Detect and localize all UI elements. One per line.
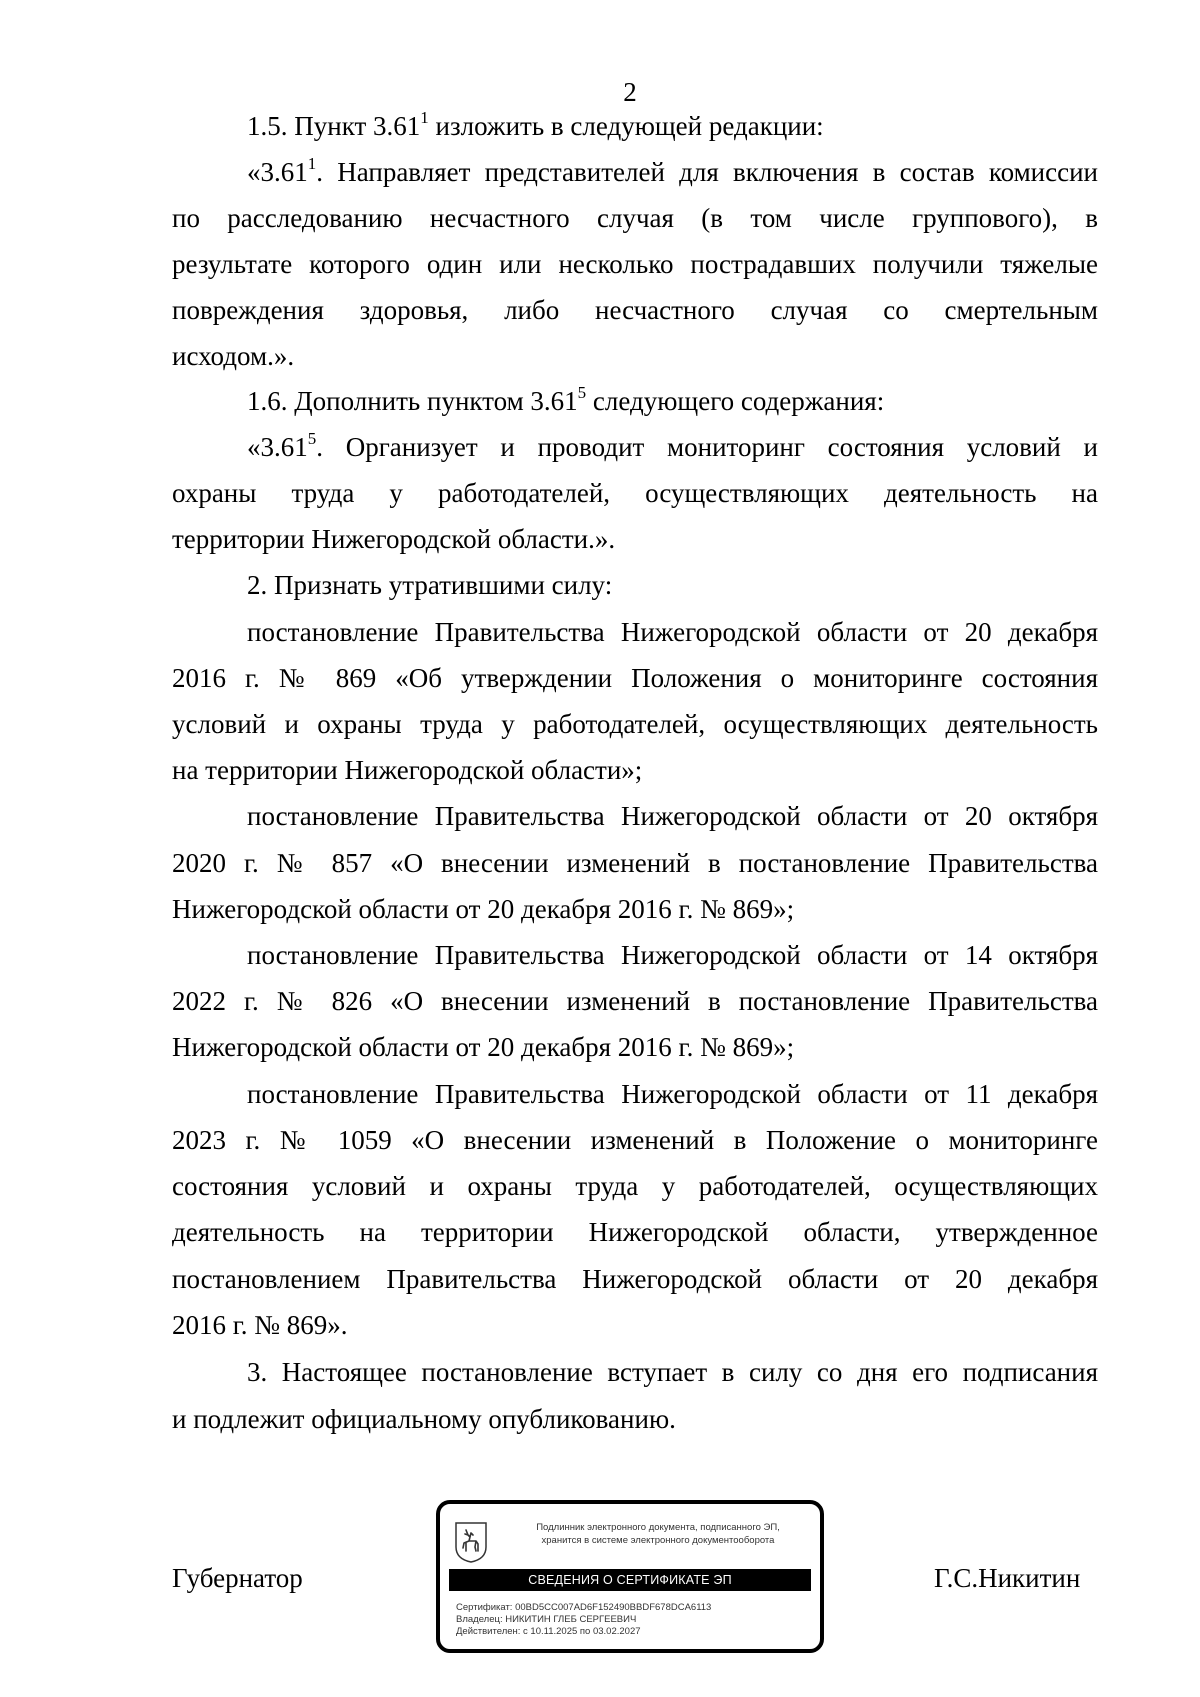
paragraph-line: 2016 г. № 869». — [172, 1310, 348, 1340]
stamp-validity: Действителен: с 10.11.2025 по 03.02.2027 — [456, 1626, 641, 1637]
text-fragment: 1.6. Дополнить пунктом 3.61 — [247, 386, 578, 416]
paragraph-line: состояния условий и охраны труда у работодателей, осуществляющих — [172, 1171, 1098, 1201]
paragraph-line: повреждения здоровья, либо несчастного случая со смертельным — [172, 295, 1098, 325]
paragraph-line: 2020 г. № 857 «О внесении изменений в постановление Правительства — [172, 848, 1098, 878]
paragraph-line: по расследованию несчастного случая (в том числе группового), в — [172, 203, 1098, 233]
paragraph-2-heading: 2. Признать утратившими силу: — [247, 570, 613, 600]
paragraph-line: Нижегородской области от 20 декабря 2016 г. № 869»; — [172, 894, 795, 924]
paragraph-line: постановление Правительства Нижегородской области от 11 декабря — [247, 1079, 1098, 1109]
paragraph-line: результате которого один или несколько пострадавших получили тяжелые — [172, 249, 1098, 279]
paragraph-line: 2022 г. № 826 «О внесении изменений в постановление Правительства — [172, 986, 1098, 1016]
paragraph-3-line: 3. Настоящее постановление вступает в силу со дня его подписания — [247, 1357, 1098, 1387]
paragraph-line: охраны труда у работодателей, осуществляющих деятельность на — [172, 478, 1098, 508]
signatory-name: Г.С.Никитин — [934, 1563, 1081, 1593]
paragraph-line — [247, 430, 1098, 464]
stamp-notice — [500, 1521, 816, 1547]
stamp-owner: Владелец: НИКИТИН ГЛЕБ СЕРГЕЕВИЧ — [456, 1614, 637, 1625]
paragraph-1-6-heading — [247, 384, 1098, 418]
text-fragment: следующего содержания: — [586, 386, 885, 416]
stamp-header: СВЕДЕНИЯ О СЕРТИФИКАТЕ ЭП — [449, 1569, 811, 1591]
stamp-notice-line: Подлинник электронного документа, подписанного ЭП, — [536, 1522, 780, 1533]
paragraph-line: деятельность на территории Нижегородской области, утвержденное — [172, 1217, 1098, 1247]
text-fragment: . Направляет представителей для включения в состав комиссии — [316, 157, 1098, 187]
paragraph-3-line: и подлежит официальному опубликованию. — [172, 1404, 676, 1434]
superscript: 1 — [307, 154, 317, 173]
nizhny-novgorod-deer-emblem-icon — [454, 1521, 488, 1563]
paragraph-line: территории Нижегородской области.». — [172, 524, 616, 554]
paragraph-line — [247, 155, 1098, 189]
text-fragment: . Организует и проводит мониторинг состояния условий и — [316, 432, 1098, 462]
stamp-certificate: Сертификат: 00BD5CC007AD6F152490BBDF678DCA6113 — [456, 1602, 712, 1613]
paragraph-line: Нижегородской области от 20 декабря 2016 г. № 869»; — [172, 1032, 795, 1062]
superscript: 5 — [307, 429, 317, 448]
paragraph-line: на территории Нижегородской области»; — [172, 755, 643, 785]
paragraph-line: условий и охраны труда у работодателей, осуществляющих деятельность — [172, 709, 1098, 739]
paragraph-line: постановление Правительства Нижегородской области от 20 октября — [247, 801, 1098, 831]
superscript: 1 — [420, 108, 429, 127]
paragraph-line: исходом.». — [172, 341, 295, 371]
paragraph-line: 2023 г. № 1059 «О внесении изменений в Положение о мониторинге — [172, 1125, 1098, 1155]
paragraph-line: 2016 г. № 869 «Об утверждении Положения о мониторинге состояния — [172, 663, 1098, 693]
signatory-position: Губернатор — [172, 1563, 303, 1593]
paragraph-line: постановление Правительства Нижегородской области от 14 октября — [247, 940, 1098, 970]
text-fragment: изложить в следующей редакции: — [428, 111, 824, 141]
text-fragment: «3.61 — [247, 432, 308, 462]
text-fragment: 1.5. Пункт 3.61 — [247, 111, 421, 141]
page-number: 2 — [623, 77, 637, 107]
stamp-notice-line: хранится в системе электронного документооборота — [541, 1535, 775, 1546]
superscript: 5 — [577, 383, 587, 402]
text-fragment: «3.61 — [247, 157, 308, 187]
paragraph-1-5-heading — [247, 109, 1098, 143]
electronic-signature-stamp — [436, 1500, 824, 1653]
paragraph-line: постановлением Правительства Нижегородской области от 20 декабря — [172, 1264, 1098, 1294]
paragraph-line: постановление Правительства Нижегородской области от 20 декабря — [247, 617, 1098, 647]
